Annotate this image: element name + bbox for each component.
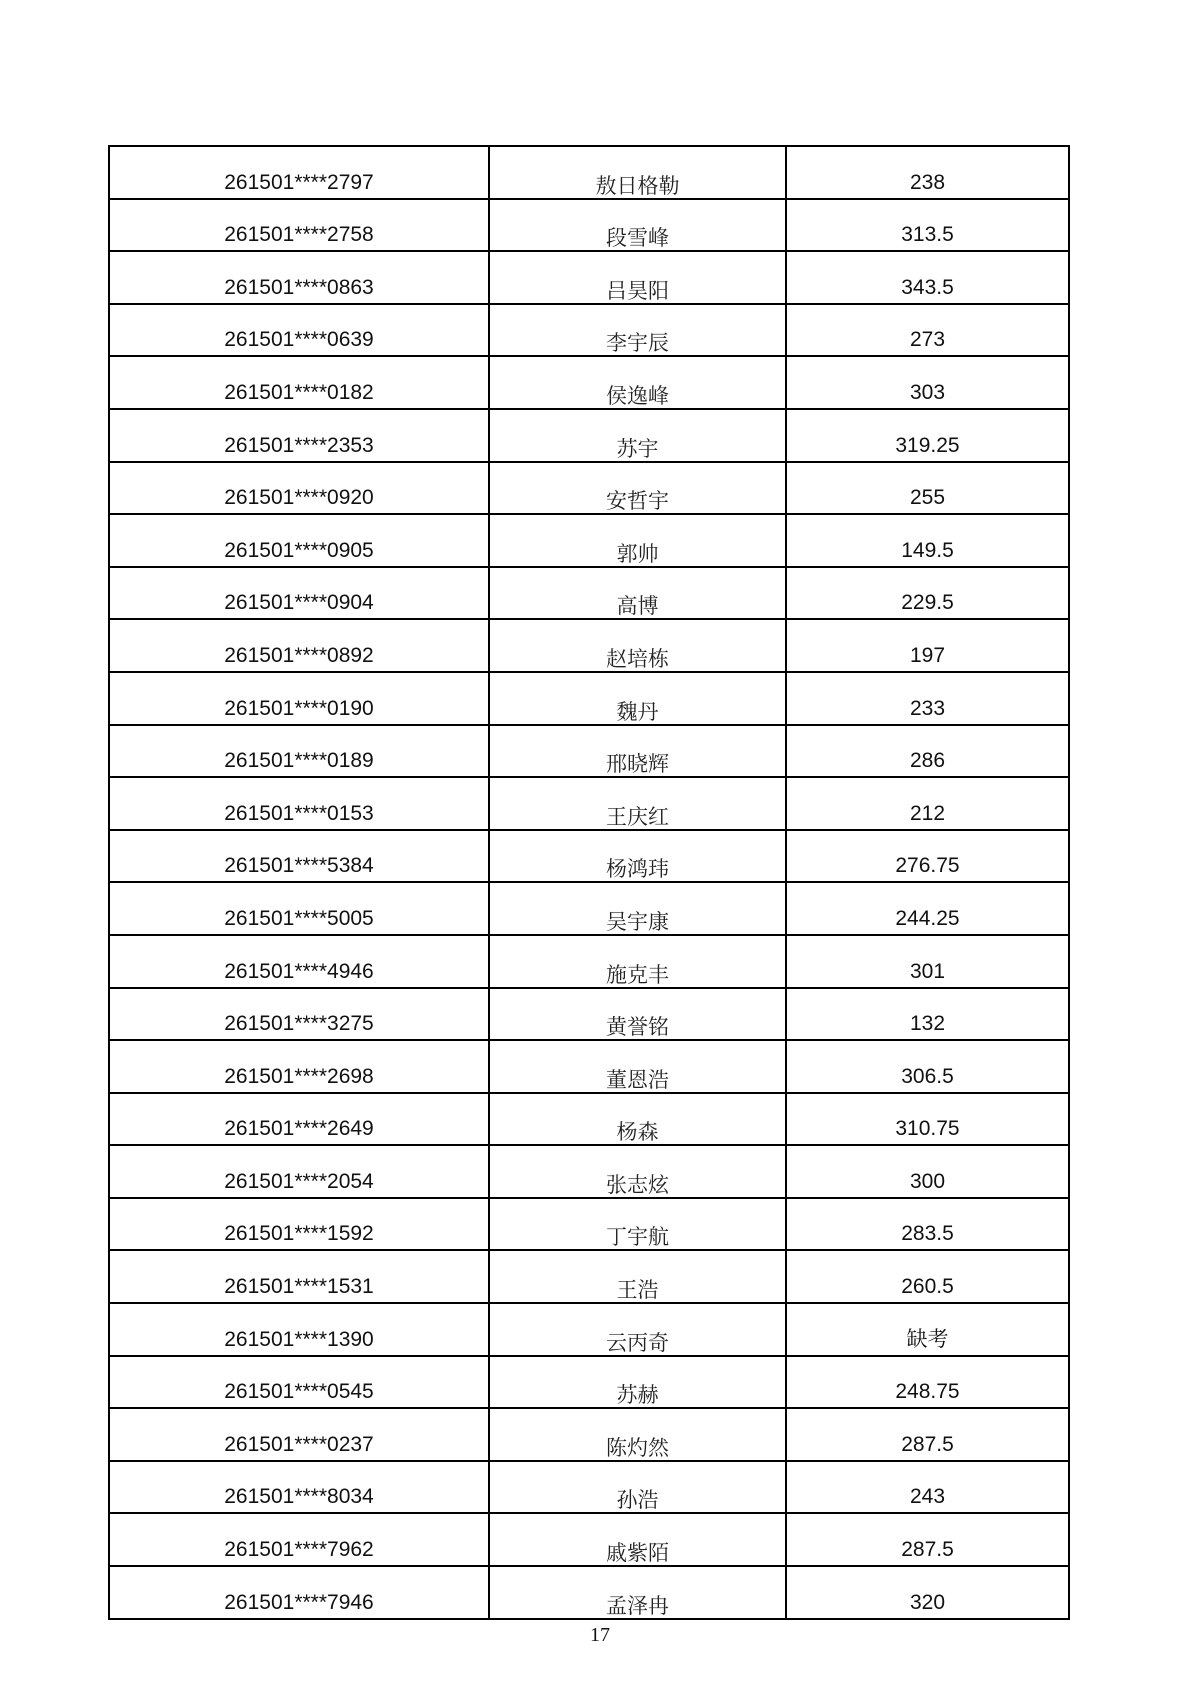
score-cell: 319.25 — [786, 409, 1069, 462]
table-row — [109, 1356, 1069, 1409]
name-cell: 赵培栋 — [489, 619, 786, 672]
table-row — [109, 1303, 1069, 1356]
score-cell: 238 — [786, 146, 1069, 199]
table-row — [109, 935, 1069, 988]
exam-id-cell: 261501****2797 — [109, 146, 489, 199]
table-row — [109, 199, 1069, 252]
exam-id-cell: 261501****0182 — [109, 356, 489, 409]
table-row — [109, 356, 1069, 409]
name-cell: 杨森 — [489, 1093, 786, 1146]
score-cell: 243 — [786, 1461, 1069, 1514]
table-row — [109, 1513, 1069, 1566]
name-cell: 王庆红 — [489, 777, 786, 830]
table-row — [109, 725, 1069, 778]
exam-id-cell: 261501****0920 — [109, 462, 489, 515]
name-cell: 戚紫陌 — [489, 1513, 786, 1566]
table-row — [109, 567, 1069, 620]
table-row — [109, 1145, 1069, 1198]
exam-id-cell: 261501****0863 — [109, 251, 489, 304]
name-cell: 李宇辰 — [489, 304, 786, 357]
exam-id-cell: 261501****8034 — [109, 1461, 489, 1514]
name-cell: 安哲宇 — [489, 462, 786, 515]
score-cell: 286 — [786, 725, 1069, 778]
table-row — [109, 830, 1069, 883]
name-cell: 孟泽冉 — [489, 1566, 786, 1619]
table-row — [109, 251, 1069, 304]
table-row — [109, 1461, 1069, 1514]
table-row — [109, 777, 1069, 830]
score-cell: 149.5 — [786, 514, 1069, 567]
score-cell: 260.5 — [786, 1250, 1069, 1303]
score-cell: 313.5 — [786, 199, 1069, 252]
score-cell: 233 — [786, 672, 1069, 725]
name-cell: 吕昊阳 — [489, 251, 786, 304]
table-row — [109, 1198, 1069, 1251]
exam-id-cell: 261501****2054 — [109, 1145, 489, 1198]
score-cell: 197 — [786, 619, 1069, 672]
name-cell: 敖日格勒 — [489, 146, 786, 199]
exam-id-cell: 261501****3275 — [109, 988, 489, 1041]
name-cell: 董恩浩 — [489, 1040, 786, 1093]
score-cell: 283.5 — [786, 1198, 1069, 1251]
table-row — [109, 619, 1069, 672]
exam-id-cell: 261501****7962 — [109, 1513, 489, 1566]
score-cell: 132 — [786, 988, 1069, 1041]
name-cell: 丁宇航 — [489, 1198, 786, 1251]
exam-id-cell: 261501****0189 — [109, 725, 489, 778]
name-cell: 苏赫 — [489, 1356, 786, 1409]
score-cell: 310.75 — [786, 1093, 1069, 1146]
score-cell: 301 — [786, 935, 1069, 988]
exam-id-cell: 261501****0190 — [109, 672, 489, 725]
exam-id-cell: 261501****5384 — [109, 830, 489, 883]
score-cell: 300 — [786, 1145, 1069, 1198]
score-cell: 273 — [786, 304, 1069, 357]
table-row — [109, 1408, 1069, 1461]
table-row — [109, 514, 1069, 567]
name-cell: 王浩 — [489, 1250, 786, 1303]
name-cell: 张志炫 — [489, 1145, 786, 1198]
score-cell: 255 — [786, 462, 1069, 515]
exam-id-cell: 261501****0639 — [109, 304, 489, 357]
name-cell: 邢晓辉 — [489, 725, 786, 778]
exam-id-cell: 261501****2649 — [109, 1093, 489, 1146]
name-cell: 魏丹 — [489, 672, 786, 725]
exam-id-cell: 261501****2698 — [109, 1040, 489, 1093]
exam-id-cell: 261501****1390 — [109, 1303, 489, 1356]
table-row — [109, 1250, 1069, 1303]
exam-id-cell: 261501****0237 — [109, 1408, 489, 1461]
score-cell: 276.75 — [786, 830, 1069, 883]
page-number: 17 — [590, 1624, 610, 1646]
table-row — [109, 672, 1069, 725]
table-row — [109, 1093, 1069, 1146]
exam-id-cell: 261501****0905 — [109, 514, 489, 567]
exam-id-cell: 261501****0153 — [109, 777, 489, 830]
table-row — [109, 882, 1069, 935]
score-cell: 343.5 — [786, 251, 1069, 304]
exam-id-cell: 261501****2353 — [109, 409, 489, 462]
exam-id-cell: 261501****0545 — [109, 1356, 489, 1409]
table-row — [109, 304, 1069, 357]
table-body — [109, 146, 1069, 1619]
score-cell: 303 — [786, 356, 1069, 409]
score-cell: 287.5 — [786, 1408, 1069, 1461]
score-cell: 缺考 — [786, 1303, 1069, 1356]
table-row — [109, 409, 1069, 462]
name-cell: 陈灼然 — [489, 1408, 786, 1461]
exam-id-cell: 261501****1531 — [109, 1250, 489, 1303]
exam-id-cell: 261501****2758 — [109, 199, 489, 252]
name-cell: 吴宇康 — [489, 882, 786, 935]
table-row — [109, 146, 1069, 199]
name-cell: 黄誉铭 — [489, 988, 786, 1041]
score-cell: 244.25 — [786, 882, 1069, 935]
score-cell: 306.5 — [786, 1040, 1069, 1093]
exam-id-cell: 261501****0892 — [109, 619, 489, 672]
table-row — [109, 462, 1069, 515]
name-cell: 施克丰 — [489, 935, 786, 988]
name-cell: 郭帅 — [489, 514, 786, 567]
exam-id-cell: 261501****1592 — [109, 1198, 489, 1251]
score-table — [108, 145, 1070, 1620]
name-cell: 杨鸿玮 — [489, 830, 786, 883]
name-cell: 侯逸峰 — [489, 356, 786, 409]
score-cell: 212 — [786, 777, 1069, 830]
score-cell: 287.5 — [786, 1513, 1069, 1566]
exam-id-cell: 261501****4946 — [109, 935, 489, 988]
score-cell: 229.5 — [786, 567, 1069, 620]
table-row — [109, 1566, 1069, 1619]
exam-id-cell: 261501****5005 — [109, 882, 489, 935]
name-cell: 段雪峰 — [489, 199, 786, 252]
exam-id-cell: 261501****0904 — [109, 567, 489, 620]
score-cell: 248.75 — [786, 1356, 1069, 1409]
exam-id-cell: 261501****7946 — [109, 1566, 489, 1619]
table-row — [109, 1040, 1069, 1093]
name-cell: 孙浩 — [489, 1461, 786, 1514]
name-cell: 云丙奇 — [489, 1303, 786, 1356]
name-cell: 高博 — [489, 567, 786, 620]
name-cell: 苏宇 — [489, 409, 786, 462]
score-cell: 320 — [786, 1566, 1069, 1619]
table-row — [109, 988, 1069, 1041]
